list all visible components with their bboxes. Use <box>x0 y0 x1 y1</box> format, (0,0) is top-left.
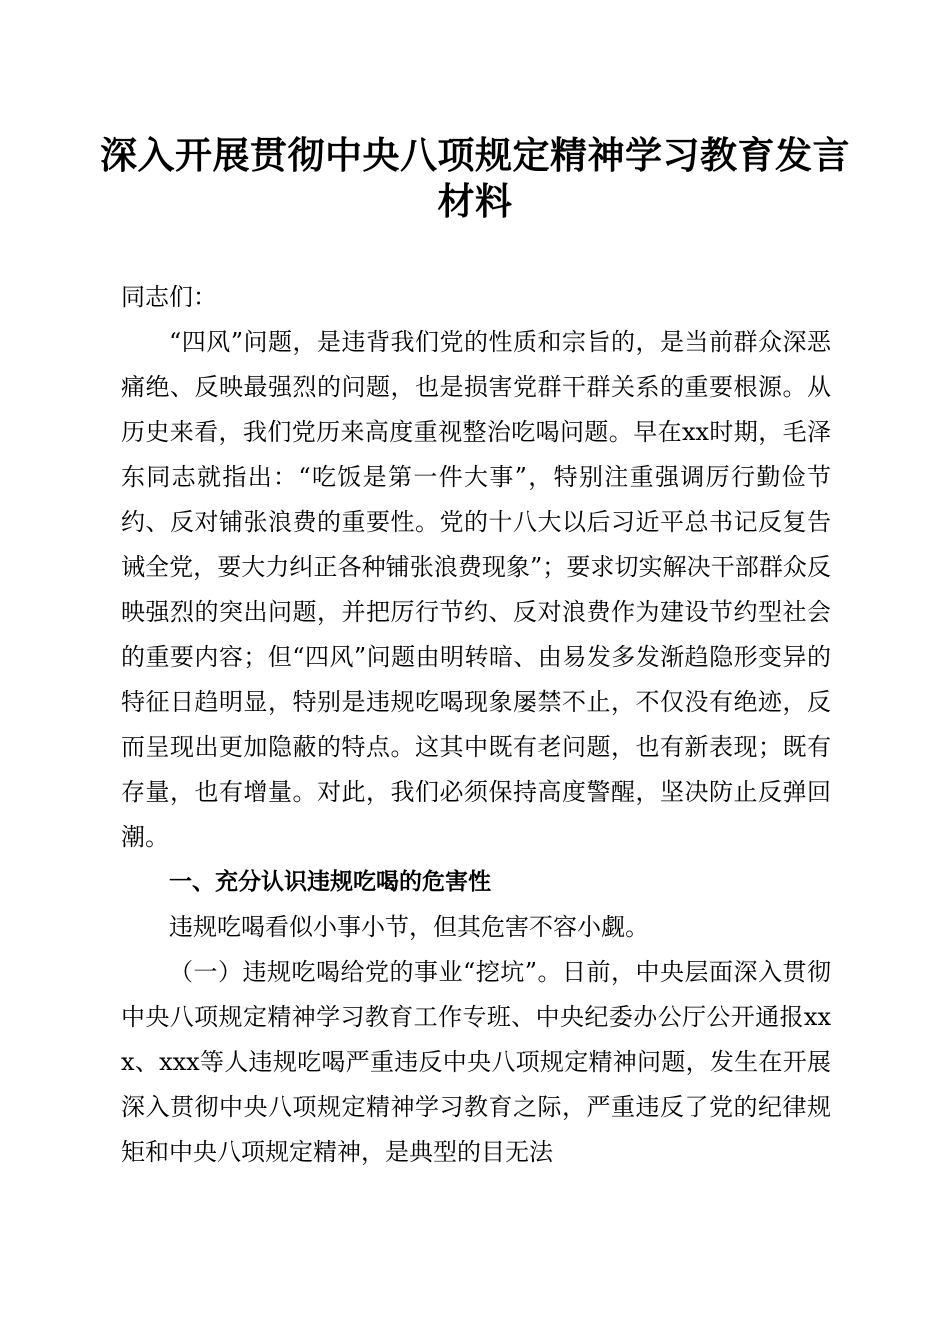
document-title <box>100 132 850 224</box>
salutation: 同志们： <box>121 283 217 311</box>
title-line-1: 深入开展贯彻中央八项规定精神学习教育发言 <box>100 133 850 177</box>
title-line-2: 材料 <box>437 179 513 223</box>
section-1-lead-paragraph: 违规吃喝看似小事小节，但其危害不容小觑。 <box>169 913 649 941</box>
subsection-1-paragraph: （一）违规吃喝给党的事业“挖坑”。日前，中央层面深入贯彻中央八项规定精神学习教育工作专班、中央纪委办公厅公开通报xxx、xxx等人违规吃喝严重违反中央八项规定精神问题，发生在开展深入贯彻中央八项规定精神学习教育之际，严重违反了党的纪律规矩和中央八项规定精神，是典型的目无法 <box>121 958 831 1166</box>
section-heading-1: 一、充分认识违规吃喝的危害性 <box>169 869 491 895</box>
intro-paragraph: “四风”问题，是违背我们党的性质和宗旨的，是当前群众深恶痛绝、反映最强烈的问题，也是损害党群干群关系的重要根源。从历史来看，我们党历来高度重视整治吃喝问题。早在xx时期，毛泽东同志就指出：“吃饭是第一件大事”，特别注重强调厉行勤俭节约、反对铺张浪费的重要性。党的十八大以后习近平总书记反复告诫全党，要大力纠正各种铺张浪费现象”；要求切实解决干部群众反映强烈的突出问题，并把厉行节约、反对浪费作为建设节约型社会的重要内容；但“四风”问题由明转暗、由易发多发渐趋隐形变异的特征日趋明显，特别是违规吃喝现象屡禁不止，不仅没有绝迹，反而呈现出更加隐蔽的特点。这其中既有老问题，也有新表现；既有存量，也有增量。对此，我们必须保持高度警醒，坚决防止反弹回潮。 <box>121 328 831 851</box>
document-body <box>121 275 831 1175</box>
